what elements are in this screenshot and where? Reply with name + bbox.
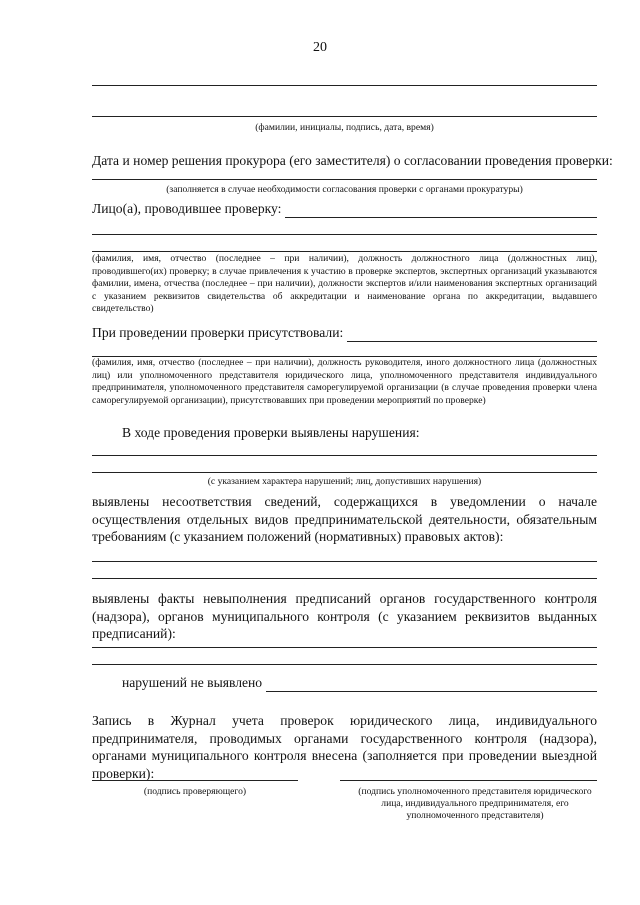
no-violations-row: [122, 674, 597, 692]
inspector-field[interactable]: [285, 205, 597, 218]
violations-label: В ходе проведения проверки выявлены нарушения:: [122, 425, 420, 440]
no-violations-field[interactable]: [266, 679, 597, 692]
present-label: При проведении проверки присутствовали:: [92, 325, 344, 340]
present-caption: (фамилия, имя, отчество (последнее – при наличии), должность руководителя, иного должностного лица (должностных лиц) или уполномоченного представителя юридического лица, уполномоченного представителя индивидуального предпринимателя, уполномоченного представителя саморегулируемой организации (в случае проведения проверки члена саморегулируемой организации), присутствовавших при проведении мероприятий по проверке): [92, 357, 597, 406]
inspector-caption: (фамилия, имя, отчество (последнее – при наличии), должность должностного лица (должностных лиц), проводившего(их) проверку; в случае привлечения к участию в проверке экспертов, экспертных организаций указываются фамилии, имена, отчества (последнее – при наличии), должности экспертов и/или наименования экспертных организаций с указанием реквизитов свидетельства об аккредитации и наименование органа по аккредитации, выдавшего свидетельство): [92, 253, 597, 315]
sign-caption: (фамилии, инициалы, подпись, дата, время): [255, 122, 434, 133]
blank-line[interactable]: [92, 234, 597, 235]
prosecutor-caption: (заполняется в случае необходимости согласования проверки с органами прокуратуры): [166, 184, 523, 195]
inspector-sign-caption: (подпись проверяющего): [143, 786, 247, 797]
page-number: 20: [313, 40, 327, 55]
blank-line[interactable]: [92, 251, 597, 252]
blank-line[interactable]: [92, 664, 597, 665]
blank-line[interactable]: [92, 85, 597, 86]
blank-line[interactable]: [92, 561, 597, 562]
rep-sign-caption: (подпись уполномоченного представителя юридического лица, индивидуального предпринимателя, его уполномоченного представителя): [358, 786, 592, 821]
inspector-label: Лицо(а), проводившее проверку:: [92, 201, 282, 216]
violations-caption: (с указанием характера нарушений; лиц, допустивших нарушения): [207, 476, 482, 487]
no-violations-label: нарушений не выявлено: [122, 675, 263, 690]
rep-signature-line[interactable]: [340, 780, 597, 781]
present-row: [92, 324, 597, 342]
journal-record-label: Запись в Журнал учета проверок юридического лица, индивидуального предпринимателя, проводимых органами государственного контроля (надзора), органами муниципального контроля внесена (заполняется при проведении выездной проверки):: [92, 713, 597, 781]
prosecutor-decision-label: Дата и номер решения прокурора (его заместителя) о согласовании проведения проверки:: [92, 153, 613, 168]
blank-line[interactable]: [92, 455, 597, 456]
blank-line[interactable]: [92, 472, 597, 473]
non-compliance-label: выявлены факты невыполнения предписаний органов государственного контроля (надзора), органов муниципального контроля (с указанием реквизитов выданных предписаний):: [92, 591, 597, 641]
blank-line[interactable]: [92, 578, 597, 579]
prosecutor-decision-line[interactable]: [92, 179, 597, 180]
inspector-signature-line[interactable]: [92, 780, 298, 781]
blank-line[interactable]: [92, 116, 597, 117]
inspector-row: [92, 200, 597, 218]
present-field[interactable]: [347, 329, 597, 342]
mismatch-label: выявлены несоответствия сведений, содержащихся в уведомлении о начале осуществления отдельных видов предпринимательской деятельности, обязательным требованиям (с указанием положений (нормативных) правовых актов):: [92, 494, 597, 544]
blank-line[interactable]: [92, 647, 597, 648]
